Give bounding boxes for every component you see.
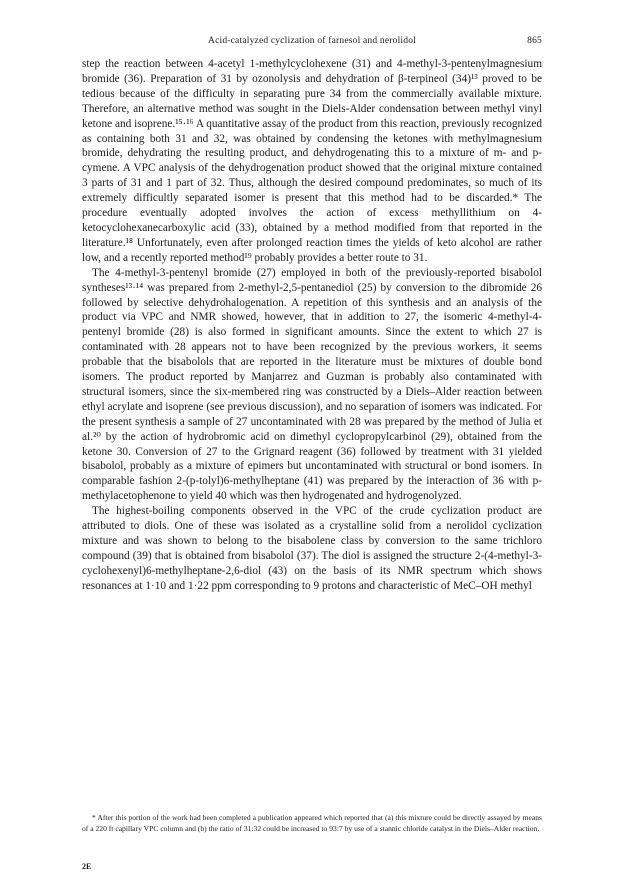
running-title: Acid-catalyzed cyclization of farnesol and nerolidol [208,36,416,46]
body-text [82,57,542,594]
paragraph-diols: The highest-boiling components observed in the VPC of the crude cyclization product are attributed to diols. One of these was isolated as a crystalline solid from a nerolidol cyclization mixture and was shown to belong to the bisabolene class by conversion to the same trichloro compound (39) that is obtained from bisabolol (37). The diol is assigned the structure 2-(4-methyl-3-cyclohexenyl)6-methylheptane-2,6-diol (43) on the basis of its NMR spectrum which shows resonances at 1·10 and 1·22 ppm corresponding to 9 protons and characteristic of MeC–OH methyl [82,505,542,592]
paragraph-bromide-synthesis: The 4-methyl-3-pentenyl bromide (27) employed in both of the previously-reported bisabolol syntheses¹³·¹⁴ was prepared from 2-methyl-2,5-pentanediol (25) by conversion to the dibromide 26 followed by selective dehydrohalogenation. A repetition of this synthesis and an analysis of the product via VPC and NMR showed, however, that in addition to 27, the isomeric 4-methyl-4-pentenyl bromide (28) is also formed in significant amounts. Since the extent to which 27 is contaminated with 28 appears not to have been recognized by the previous workers, it seems probable that the bisabolols that are reported in the literature must be mixtures of double bond isomers. The product reported by Manjarrez and Guzman is probably also contaminated with structural isomers, since the six-membered ring was constructed by a Diels–Alder reaction between ethyl acrylate and isoprene (see previous discussion), and no separation of isomers was indicated. For the present synthesis a sample of 27 uncontaminated with 28 was prepared by the method of Julia et al.²⁰ by the action of hydrobromic acid on dimethyl cyclopropylcarbinol (29), obtained from the ketone 30. Conversion of 27 to the Grignard reagent (36) followed by treatment with 31 yielded bisabolol, probably as a mixture of epimers but uncontaminated with structural or bond isomers. In comparable fashion 2-(p-tolyl)6-methylheptane (41) was prepared by the interaction of 36 with p-methylacetophenone to yield 40 which was then hydrogenated and hydrogenolyzed. [82,266,542,503]
footnote-text: * After this portion of the work had been completed a publication appeared which reported that (a) this mixture could be directly assayed by means of a 220 ft capillary VPC column and (b) the ratio of 31:32 could be increased to 93:7 by use of a stannic chloride catalyst in the Diels–Alder reaction. [82,813,542,833]
paragraph-continued: step the reaction between 4-acetyl 1-methylcyclohexene (31) and 4-methyl-3-pentenylmagnesium bromide (36). Preparation of 31 by ozonolysis and dehydration of β-terpineol (34)¹³ proved to be tedious because of the difficulty in separating pure 34 from the commercially available mixture. Therefore, an alternative method was sought in the Diels-Alder condensation between methyl vinyl ketone and isoprene.¹⁵·¹⁶ A quantitative assay of the product from this reaction, previously recognized as containing both 31 and 32, was obtained by condensing the ketones with methylmagnesium bromide, dehydrating the resulting product, and dehydrogenating this to a mixture of m- and p-cymene. A VPC analysis of the dehydrogenation product showed that the original mixture contained 3 parts of 31 and 1 part of 32. Thus, although the desired compound predominates, so much of its extremely difficultly separated isomer is present that this method had to be discarded.* The procedure eventually adopted involves the action of excess methyllithium on 4-ketocyclohexanecarboxylic acid (33), obtained by a method modified from that reported in the literature.¹⁸ Unfortunately, even after prolonged reaction times the yields of keto alcohol are rather low, and a recently reported method¹⁹ probably provides a better route to 31. [82,58,542,264]
signature-mark: 2E [82,862,92,871]
footnote [82,812,542,834]
page-number: 865 [527,36,542,46]
